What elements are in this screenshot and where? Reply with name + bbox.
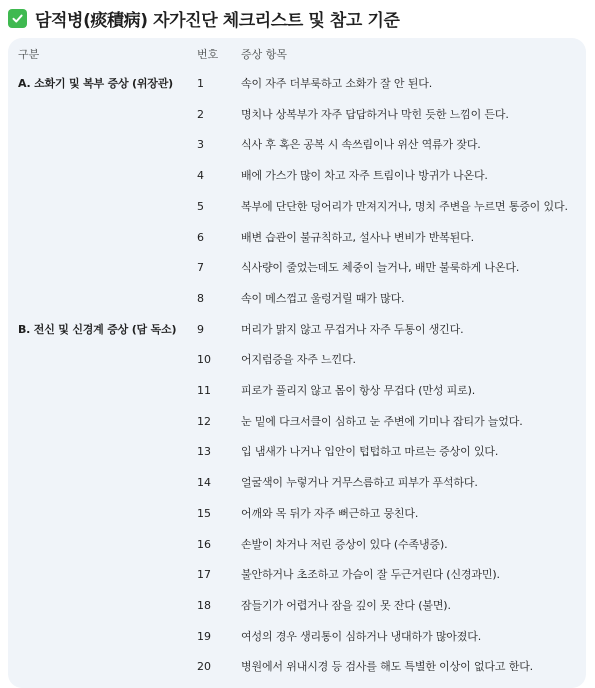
- row-symptom: 복부에 단단한 덩어리가 만져지거나, 명치 주변을 누르면 통증이 있다.: [241, 199, 568, 213]
- header-number: 번호: [197, 48, 219, 61]
- row-symptom: 식사 후 혹은 공복 시 속쓰림이나 위산 역류가 잦다.: [241, 138, 481, 152]
- table-row: [8, 99, 586, 130]
- row-number: 4: [197, 169, 204, 183]
- row-number: 6: [197, 230, 204, 244]
- row-number: 3: [197, 138, 204, 152]
- table-row: [8, 283, 586, 314]
- table-row: [8, 129, 586, 160]
- row-symptom: 배변 습관이 불규칙하고, 설사나 변비가 반복된다.: [241, 230, 474, 244]
- row-symptom: 불안하거나 초조하고 가슴이 잘 두근거린다 (신경과민).: [241, 568, 500, 582]
- header-category: 구분: [18, 48, 40, 61]
- row-symptom: 머리가 맑지 않고 무겁거나 자주 두통이 생긴다.: [241, 322, 464, 336]
- row-number: 10: [197, 353, 211, 367]
- table-row: [8, 621, 586, 652]
- row-symptom: 입 냄새가 나거나 입안이 텁텁하고 마르는 증상이 있다.: [241, 445, 499, 459]
- table-row: [8, 436, 586, 467]
- row-number: 11: [197, 384, 211, 397]
- checklist-table: [8, 38, 586, 688]
- row-number: 2: [197, 107, 204, 121]
- row-number: 5: [197, 199, 204, 213]
- table-row: [8, 590, 586, 621]
- row-number: 18: [197, 598, 211, 612]
- page-heading: [8, 6, 400, 30]
- row-symptom: 얼굴색이 누렇거나 거무스름하고 피부가 푸석하다.: [241, 476, 478, 490]
- row-number: 20: [197, 660, 211, 674]
- row-symptom: 식사량이 줄었는데도 체중이 늘거나, 배만 불룩하게 나온다.: [241, 261, 520, 275]
- header-symptom: 증상 항목: [241, 48, 288, 61]
- row-number: 7: [197, 261, 204, 275]
- row-symptom: 명치나 상복부가 자주 답답하거나 막힌 듯한 느낌이 든다.: [241, 107, 509, 121]
- table-row: [8, 529, 586, 560]
- row-category: A. 소화기 및 복부 증상 (위장관): [18, 77, 173, 90]
- page-title: 담적병(痰積病) 자가진단 체크리스트 및 참고 기준: [35, 10, 400, 31]
- row-number: 9: [197, 322, 204, 336]
- row-number: 8: [197, 291, 204, 305]
- table-row: [8, 375, 586, 406]
- table-row: [8, 498, 586, 529]
- table-row: [8, 160, 586, 191]
- row-symptom: 어깨와 목 뒤가 자주 뻐근하고 뭉친다.: [241, 506, 419, 520]
- table-row: [8, 344, 586, 375]
- row-number: 16: [197, 537, 211, 551]
- row-symptom: 병원에서 위내시경 등 검사를 해도 특별한 이상이 없다고 한다.: [241, 660, 534, 674]
- row-symptom: 배에 가스가 많이 차고 자주 트림이나 방귀가 나온다.: [241, 169, 488, 183]
- row-category: B. 전신 및 신경계 증상 (담 독소): [18, 322, 177, 336]
- row-symptom: 피로가 풀리지 않고 몸이 항상 무겁다 (만성 피로).: [241, 384, 476, 397]
- row-number: 1: [197, 77, 204, 90]
- row-symptom: 여성의 경우 생리통이 심하거나 냉대하가 많아졌다.: [241, 629, 482, 643]
- table-row: [8, 191, 586, 222]
- row-number: 19: [197, 629, 211, 643]
- row-symptom: 잠들기가 어렵거나 잠을 깊이 못 잔다 (불면).: [241, 598, 451, 612]
- row-number: 12: [197, 414, 211, 428]
- table-row: [8, 314, 586, 345]
- table-row: [8, 467, 586, 498]
- row-symptom: 어지럼증을 자주 느낀다.: [241, 353, 356, 367]
- table-row: [8, 252, 586, 283]
- table-row: [8, 651, 586, 682]
- row-symptom: 속이 메스껍고 울렁거릴 때가 많다.: [241, 291, 405, 305]
- row-symptom: 손발이 차거나 저린 증상이 있다 (수족냉증).: [241, 537, 448, 551]
- row-number: 15: [197, 506, 211, 520]
- check-mark-icon: [8, 9, 27, 28]
- row-symptom: 속이 자주 더부룩하고 소화가 잘 안 된다.: [241, 77, 433, 90]
- row-number: 14: [197, 476, 211, 490]
- row-number: 13: [197, 445, 211, 459]
- table-row: [8, 559, 586, 590]
- row-symptom: 눈 밑에 다크서클이 심하고 눈 주변에 기미나 잡티가 늘었다.: [241, 414, 523, 428]
- row-number: 17: [197, 568, 211, 582]
- table-row: [8, 68, 586, 99]
- table-row: [8, 222, 586, 253]
- table-row: [8, 406, 586, 437]
